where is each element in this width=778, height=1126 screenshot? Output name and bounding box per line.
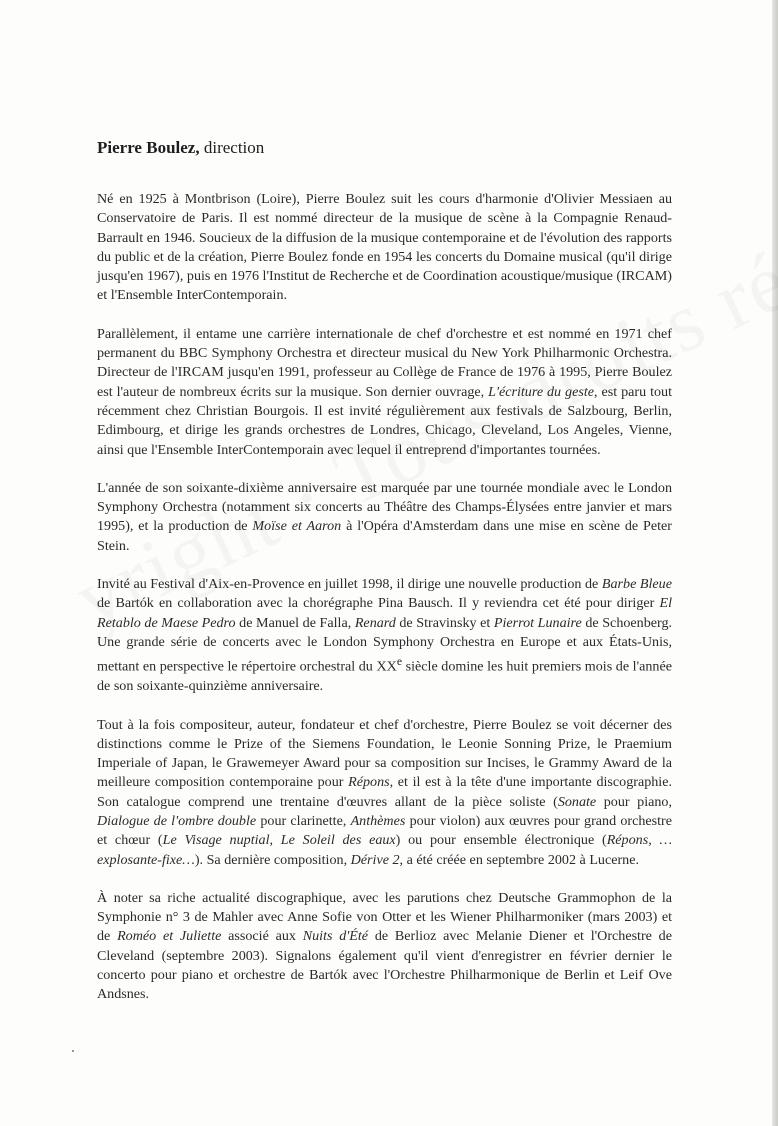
scan-speck xyxy=(72,1050,74,1052)
paragraph-distinctions: Tout à la fois compositeur, auteur, fondateur et chef d'orchestre, Pierre Boulez se voit décerner des distinctions comme le Prize of the Siemens Foundation, le Leonie Sonning Prize, le Praemium Imperiale of Japan, le Grawemeyer Award pour sa composition sur Incises, le Grammy Award de la meilleure composition contemporaine pour Répons, et il est à la tête d'une importante discographie. Son catalogue comprend une trentaine d'œuvres allant de la pièce soliste (Sonate pour piano, Dialogue de l'ombre double pour clarinette, Anthèmes pour violon) aux œuvres pour grand orchestre et chœur (Le Visage nuptial, Le Soleil des eaux) ou pour ensemble électronique (Répons, … explosante-fixe…). Sa dernière composition, Dérive 2, a été créée en septembre 2002 à Lucerne. xyxy=(97,716,673,868)
paragraph-early-career: Né en 1925 à Montbrison (Loire), Pierre Boulez suit les cours d'harmonie d'Olivier Messiaen au Conservatoire de Paris. Il est nommé directeur de la musique de scène à la Compagnie Renaud-Barrault en 1946. Soucieux de la diffusion de la musique contemporaine et de l'évolution des rapports du public et de la création, Pierre Boulez fonde en 1954 les concerts du Domaine musical (qu'il dirige jusqu'en 1967), puis en 1976 l'Institut de Recherche et de Coordination acoustique/musique (IRCAM) et l'Ensemble InterContemporain. xyxy=(97,191,672,304)
paragraph-international-career: Parallèlement, il entame une carrière internationale de chef d'orchestre et est nommé en 1971 chef permanent du BBC Symphony Orchestra et directeur musical du New York Philharmonic Orchestra. Directeur de l'IRCAM jusqu'en 1991, professeur au Collège de France de 1976 à 1995, Pierre Boulez est l'auteur de nombreux écrits sur la musique. Son dernier ouvrage, L'écriture du geste, est paru tout récemment chez Christian Bourgois. Il est invité régulièrement aux festivals de Salzbourg, Berlin, Edimbourg, et dirige les grands orchestres de Londres, Chicago, Cleveland, Los Angeles, Vienne, ainsi que l'Ensemble InterContemporain avec lequel il entreprend d'importantes tournées. xyxy=(97,325,672,458)
biography-body xyxy=(97,190,672,1024)
artist-role: direction xyxy=(203,138,265,157)
paragraph-aix-festival: Invité au Festival d'Aix-en-Provence en juillet 1998, il dirige une nouvelle production de Barbe Bleue de Bartók en collaboration avec la chorégraphe Pina Bausch. Il y reviendra cet été pour diriger El Retablo de Maese Pedro de Manuel de Falla, Renard de Stravinsky et Pierrot Lunaire de Schoenberg. Une grande série de concerts avec le London Symphony Orchestra en Europe et aux États-Unis, mettant en perspective le répertoire orchestral du XXe siècle domine les huit premiers mois de l'année de son soixante-quinzième anniversaire. xyxy=(97,576,673,695)
paragraph-seventieth-anniversary: L'année de son soixante-dixième anniversaire est marquée par une tournée mondiale avec le London Symphony Orchestra (notamment six concerts au Théâtre des Champs-Élysées entre janvier et mars 1995), et la production de Moïse et Aaron à l'Opéra d'Amsterdam dans une mise en scène de Peter Stein. xyxy=(97,479,672,554)
page-title xyxy=(97,138,264,158)
artist-name: Pierre Boulez, xyxy=(97,138,200,157)
page-gutter-shadow xyxy=(772,0,778,1126)
paragraph-discography: À noter sa riche actualité discographique, avec les parutions chez Deutsche Grammophon de la Symphonie n° 3 de Mahler avec Anne Sofie von Otter et les Wiener Philharmoniker (mars 2003) et de Roméo et Juliette associé aux Nuits d'Été de Berlioz avec Melanie Diener et l'Orchestre de Cleveland (septembre 2003). Signalons également qu'il vient d'enregistrer en février dernier le concerto pour piano et orchestre de Bartók avec l'Orchestre Philharmonique de Berlin et Leif Ove Andsnes. xyxy=(97,889,672,1003)
